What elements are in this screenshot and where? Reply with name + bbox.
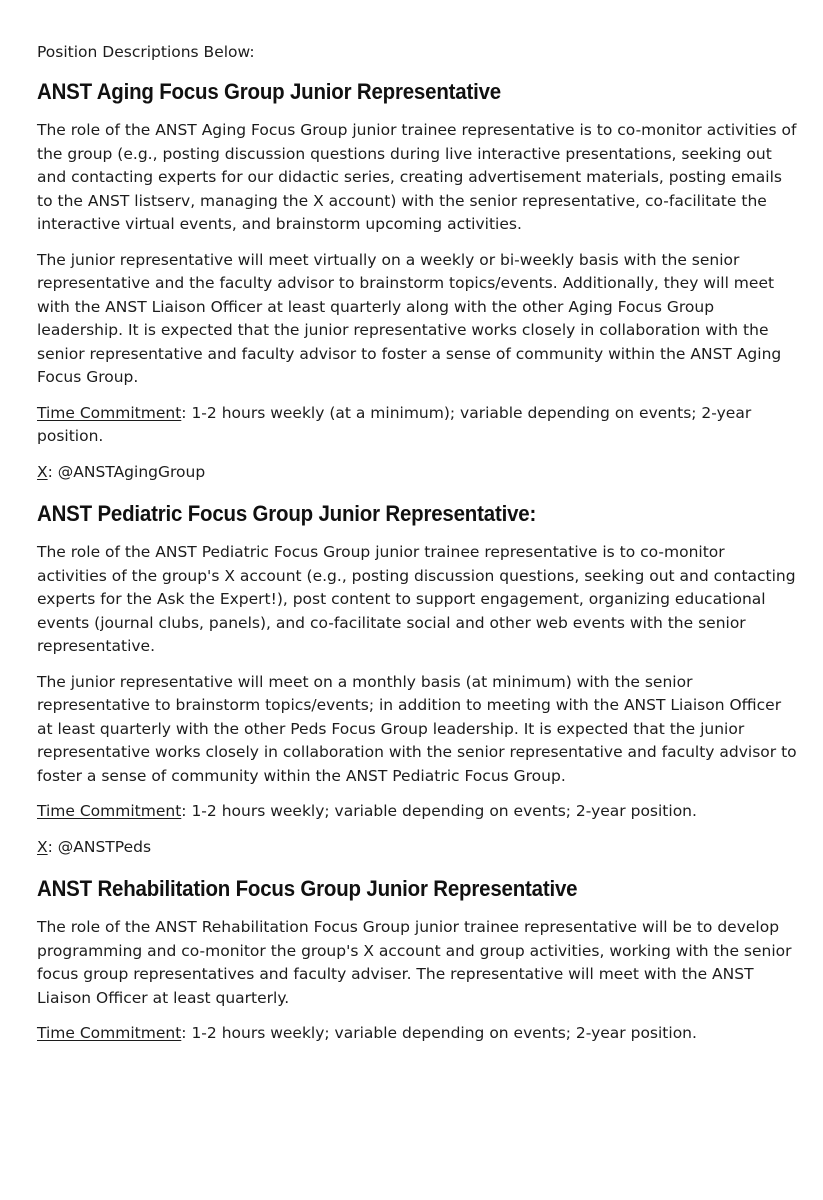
time-commitment-value: : 1-2 hours weekly (at a minimum); variable depending on events; 2-year position.: [37, 403, 752, 445]
section-title: ANST Rehabilitation Focus Group Junior Representative: [37, 876, 578, 901]
section-title: ANST Aging Focus Group Junior Representative: [37, 79, 501, 104]
x-handle-value: : @ANSTPeds: [47, 837, 152, 856]
section-paragraph: The role of the ANST Pediatric Focus Group junior trainee representative is to co-monitor activities of the group's X account (e.g., posting discussion questions, seeking out and contacting experts for the Ask the Expert!), post content to support engagement, organizing educational events (journal clubs, panels), and co-facilitate social and other web events with the senior representative.: [37, 543, 796, 655]
time-commitment-label: Time Commitment: [37, 802, 182, 820]
x-handle-value: : @ANSTAgingGroup: [47, 462, 206, 481]
time-commitment: [37, 1022, 797, 1046]
time-commitment-value: : 1-2 hours weekly; variable depending on events; 2-year position.: [181, 802, 697, 820]
time-commitment-label: Time Commitment: [37, 403, 182, 422]
intro-heading: Position Descriptions Below:: [37, 43, 255, 61]
section-paragraph: The role of the ANST Rehabilitation Focus Group junior trainee representative will be to develop programming and co-monitor the group's X account and group activities, working with the senior focus group representatives and faculty adviser. The representative will meet with the ANST Liaison Officer at least quarterly.: [37, 918, 792, 1007]
x-label: X: [37, 462, 48, 481]
time-commitment-value: : 1-2 hours weekly; variable depending on events; 2-year position.: [181, 1024, 697, 1042]
section-paragraph: The junior representative will meet virtually on a weekly or bi-weekly basis with the senior representative and the faculty advisor to brainstorm topics/events. Additionally, they will meet with the ANST Liaison Officer at least quarterly along with the other Aging Focus Group leadership. It is expected that the junior representative works closely in collaboration with the senior representative and faculty advisor to foster a sense of community within the ANST Aging Focus Group.: [37, 250, 782, 386]
x-handle: [37, 461, 797, 485]
section-aging: [37, 78, 797, 484]
time-commitment: [37, 402, 797, 449]
section-paragraph: The junior representative will meet on a monthly basis (at minimum) with the senior representative to brainstorm topics/events; in addition to meeting with the ANST Liaison Officer at least quarterly with the other Peds Focus Group leadership. It is expected that the junior representative works closely in collaboration with the senior representative and faculty advisor to foster a sense of community within the ANST Pediatric Focus Group.: [37, 672, 797, 785]
x-label: X: [37, 837, 48, 856]
time-commitment-label: Time Commitment: [37, 1024, 182, 1042]
section-pediatric: [37, 500, 797, 859]
section-rehabilitation: [37, 875, 797, 1046]
section-title: ANST Pediatric Focus Group Junior Representative:: [37, 501, 537, 526]
x-handle: [37, 836, 797, 860]
document-page: [37, 40, 797, 1062]
time-commitment: [37, 800, 797, 824]
section-paragraph: The role of the ANST Aging Focus Group junior trainee representative is to co-monitor activities of the group (e.g., posting discussion questions during live interactive presentations, seeking out and contacting experts for our didactic series, creating advertisement materials, posting emails to the ANST listserv, managing the X account) with the senior representative, co-facilitate the interactive virtual events, and brainstorm upcoming activities.: [37, 121, 797, 233]
